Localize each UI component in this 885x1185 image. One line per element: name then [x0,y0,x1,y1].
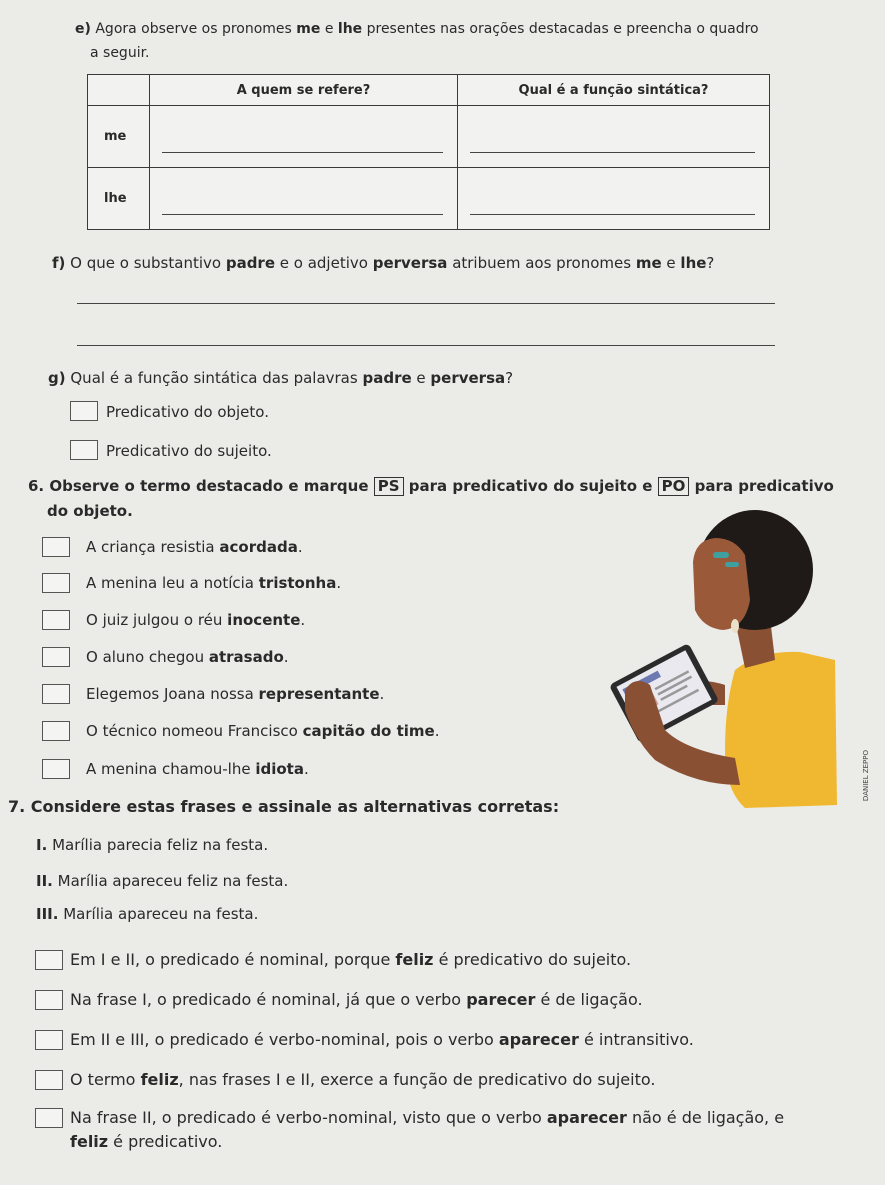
earring [731,619,739,633]
q6-checkbox-4[interactable] [42,647,70,667]
item-f-label: f) [52,254,66,272]
face [693,538,750,630]
q6-checkbox-6[interactable] [42,721,70,741]
illustration-credit: DANIEL ZEPPO [862,750,870,802]
table-row [88,106,770,168]
item-e-line2: a seguir. [90,45,150,61]
q7-sentence-1: I. Marília parecia feliz na festa. [36,836,269,854]
table-row-label-me: me [88,106,150,168]
q6-label: 6. [28,477,45,495]
q7-checkbox-a[interactable] [35,950,63,970]
item-f-question: f) O que o substantivo padre e o adjetivo perversa atribuem aos pronomes me e lhe? [52,254,715,272]
q6-item-6: O técnico nomeou Francisco capitão do time. [86,722,440,740]
answer-cell-me-refers[interactable] [150,106,458,168]
q6-checkbox-3[interactable] [42,610,70,630]
q7-alternative-b: Na frase I, o predicado é nominal, já que o verbo parecer é de ligação. [70,990,643,1009]
hair-clip-icon [725,562,739,567]
table-header-refers: A quem se refere? [150,75,458,106]
answer-cell-me-function[interactable] [458,106,770,168]
answer-cell-lhe-refers[interactable] [150,168,458,230]
q6-item-2: A menina leu a notícia tristonha. [86,574,342,592]
girl-reading-tablet-illustration [585,500,860,820]
q6-checkbox-1[interactable] [42,537,70,557]
q6-checkbox-7[interactable] [42,759,70,779]
q7-label: 7. [8,797,26,816]
q7-sentence-2: II. Marília apareceu feliz na festa. [36,872,289,890]
item-g-option-sujeito: Predicativo do sujeito. [106,442,272,460]
q7-alternative-a: Em I e II, o predicado é nominal, porque feliz é predicativo do sujeito. [70,950,632,969]
answer-line [162,152,443,153]
hair-clip-icon [713,552,729,558]
q6-instruction: 6. Observe o termo destacado e marque PS para predicativo do sujeito e PO para predicativo [28,477,834,495]
q7-checkbox-d[interactable] [35,1070,63,1090]
table-row-label-lhe: lhe [88,168,150,230]
ps-tag: PS [374,477,404,496]
table-header-row [88,75,770,106]
answer-line [162,214,443,215]
item-e-label: e) [75,21,91,37]
shirt [725,652,837,808]
q6-item-3: O juiz julgou o réu inocente. [86,611,306,629]
answer-line [470,214,755,215]
item-g-option-objeto: Predicativo do objeto. [106,403,269,421]
item-g-checkbox-objeto[interactable] [70,401,98,421]
item-g-checkbox-sujeito[interactable] [70,440,98,460]
table-header-empty [88,75,150,106]
q7-instruction: 7. Considere estas frases e assinale as alternativas corretas: [8,797,560,816]
table-header-function: Qual é a função sintática? [458,75,770,106]
q7-alternative-e: Na frase II, o predicado é verbo-nominal, visto que o verbo aparecer não é de ligação, e [70,1108,785,1127]
q6-checkbox-2[interactable] [42,573,70,593]
pronoun-table [87,74,770,230]
q7-sentence-3: III. Marília apareceu na festa. [36,905,259,923]
q7-alternative-e-line2: feliz é predicativo. [70,1132,223,1151]
q6-instruction-line2: do objeto. [47,502,133,520]
answer-line [470,152,755,153]
item-e-line1: e) Agora observe os pronomes me e lhe presentes nas orações destacadas e preencha o quadro [75,21,759,37]
item-g-label: g) [48,369,66,387]
item-f-answer-line-1[interactable] [77,303,775,304]
q7-checkbox-c[interactable] [35,1030,63,1050]
q7-alternative-c: Em II e III, o predicado é verbo-nominal, pois o verbo aparecer é intransitivo. [70,1030,694,1049]
q6-item-5: Elegemos Joana nossa representante. [86,685,385,703]
po-tag: PO [658,477,690,496]
item-f-answer-line-2[interactable] [77,345,775,346]
q7-alternative-d: O termo feliz, nas frases I e II, exerce a função de predicativo do sujeito. [70,1070,656,1089]
answer-cell-lhe-function[interactable] [458,168,770,230]
table-row [88,168,770,230]
item-g-question: g) Qual é a função sintática das palavras padre e perversa? [48,369,514,387]
q6-item-4: O aluno chegou atrasado. [86,648,289,666]
q6-checkbox-5[interactable] [42,684,70,704]
q7-checkbox-e[interactable] [35,1108,63,1128]
q6-item-7: A menina chamou-lhe idiota. [86,760,309,778]
q7-checkbox-b[interactable] [35,990,63,1010]
q6-item-1: A criança resistia acordada. [86,538,303,556]
